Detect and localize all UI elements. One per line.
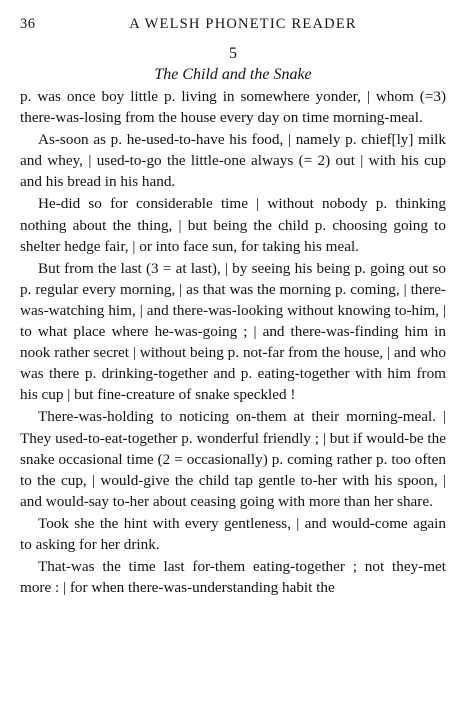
chapter-title: The Child and the Snake <box>154 66 312 83</box>
paragraph-2: As-soon as p. he-used-to-have his food, | namely p. chief[ly] milk and whey, | used-to-go the little-one always (= 2) out | with his cup and his bread in his hand. <box>20 131 446 191</box>
book-title: A WELSH PHONETIC READER <box>129 16 357 32</box>
paragraph-6: Took she the hint with every gentleness, | and would-come again to asking for her drink. <box>20 514 446 553</box>
paragraph-3: He-did so for considerable time | without nobody p. thinking nothing about the thing, | but being the child p. choosing going to shelter hedge fair, | or into face sun, for taking his meal. <box>20 195 446 255</box>
paragraph-5: There-was-holding to noticing on-them at their morning-meal. | They used-to-eat-together p. wonderful friendly ; | but if would-be the snake occasional time (2 = occasionally) p. coming rather p. too often to the cup, | would-give the child tap gentle to-her with his spoon, | and would-say to-her about ceasing going with more than her share. <box>20 408 446 510</box>
body-text <box>20 86 446 598</box>
paragraph-1: p. was once boy little p. living in somewhere yonder, | whom (=3) there-was-losing from the house every day on time morning-meal. <box>20 88 446 127</box>
book-page <box>20 16 446 599</box>
paragraph-4: But from the last (3 = at last), | by seeing his being p. going out so p. regular every morning, | as that was the morning p. coming, | there-was-watching him, | and there-was-looking without knowing to-him, | to what place where he-was-going ; | and there-was-finding him in nook rather secret | without being p. not-far from the house, | and who was there p. drinking-together and p. eating-together with him from his cup | but fine-creature of snake speckled ! <box>20 259 446 404</box>
page-number: 36 <box>20 16 36 32</box>
chapter-number: 5 <box>229 45 237 62</box>
running-head <box>20 16 446 38</box>
paragraph-7: That-was the time last for-them eating-together ; not they-met more : | for when there-was-understanding habit the <box>20 558 446 597</box>
